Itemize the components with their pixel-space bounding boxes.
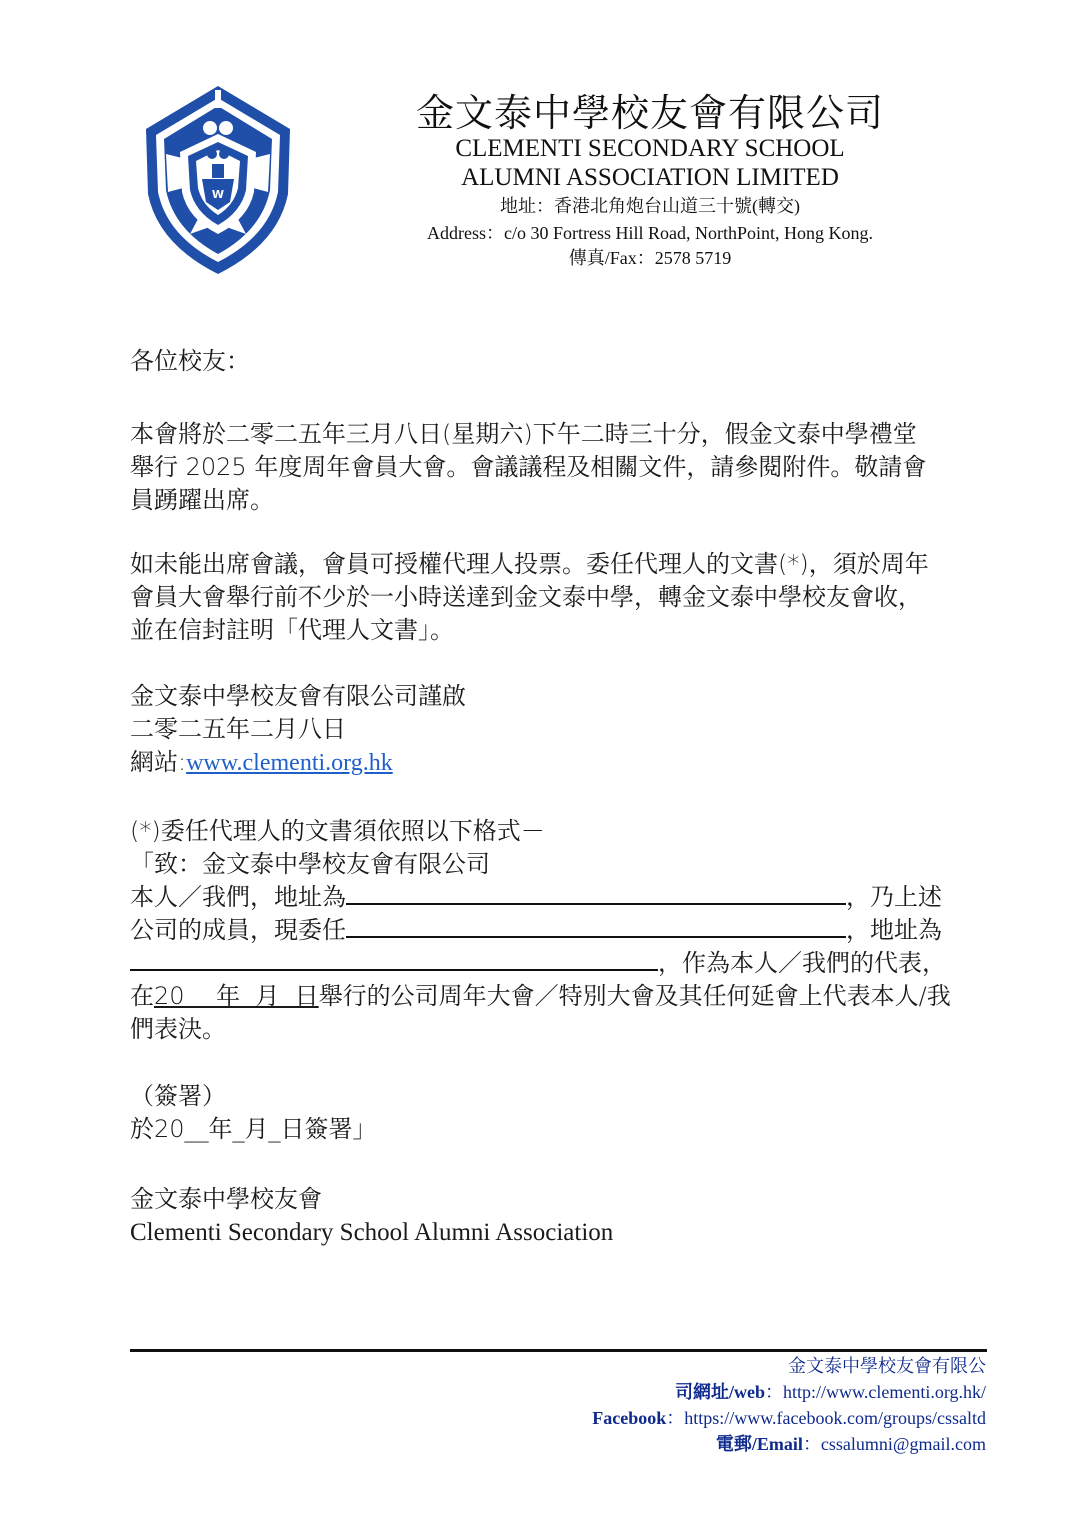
footer-org: 金文泰中學校友會有限公 bbox=[788, 1356, 986, 1376]
text-line: 如未能出席會議，會員可授權代理人投票。委任代理人的文書(*)，須於周年 bbox=[130, 550, 929, 578]
closing-block bbox=[130, 1183, 990, 1249]
footer-facebook: Facebook：https://www.facebook.com/groups/cssaltd bbox=[592, 1408, 986, 1428]
text-line: 並在信封註明「代理人文書」。 bbox=[130, 616, 454, 644]
meeting-date-blank: 20 年 月 日 bbox=[154, 982, 319, 1010]
proxy-form-to: 「致：金文泰中學校友會有限公司 bbox=[130, 850, 490, 878]
proxy-form-line2: 公司的成員，現委任 ，地址為 bbox=[130, 916, 942, 944]
svg-text:W: W bbox=[211, 188, 225, 201]
address-en: Address：c/o 30 Fortress Hill Road, NorthPoint, Hong Kong. bbox=[427, 223, 873, 243]
proxy-form-intro: (*)委任代理人的文書須依照以下格式－ bbox=[130, 817, 545, 845]
address-cn: 地址：香港北角炮台山道三十號(轉交) bbox=[500, 196, 800, 216]
shield-crest-icon bbox=[138, 84, 298, 276]
school-crest-logo bbox=[138, 84, 298, 276]
text-line: 舉行 2025 年度周年會員大會。會議議程及相關文件，請參閱附件。敬請會 bbox=[130, 453, 927, 481]
website-label: 網站: bbox=[130, 748, 187, 776]
footer-web-link[interactable]: ：http://www.clementi.org.hk/ bbox=[765, 1382, 986, 1402]
signature-block bbox=[130, 1080, 990, 1146]
fax-number: 傳真/Fax：2578 5719 bbox=[568, 248, 732, 268]
proxy-form-line5: 們表決。 bbox=[130, 1015, 226, 1043]
footer-web: 司網址/web：http://www.clementi.org.hk/ bbox=[675, 1382, 986, 1402]
letter-date: 二零二五年二月八日 bbox=[130, 715, 346, 743]
website-link[interactable]: www.clementi.org.hk bbox=[186, 750, 393, 776]
member-address-blank bbox=[346, 881, 846, 905]
text-line: 本會將於二零二五年三月八日(星期六)下午二時三十分，假金文泰中學禮堂 bbox=[130, 420, 917, 448]
footer-email: 電郵/Email：cssalumni@gmail.com bbox=[715, 1434, 986, 1454]
text-line: 員踴躍出席。 bbox=[130, 486, 274, 514]
org-title-cn: 金文泰中學校友會有限公司 bbox=[415, 93, 884, 135]
proxy-form-line3: ，作為本人／我們的代表， bbox=[130, 947, 990, 980]
proxy-name-blank bbox=[346, 914, 846, 938]
proxy-form-line1: 本人／我們，地址為 ，乃上述 bbox=[130, 883, 942, 911]
signature-label: （簽署） bbox=[130, 1082, 226, 1110]
footer-facebook-link[interactable]: ：https://www.facebook.com/groups/cssaltd bbox=[666, 1408, 986, 1428]
sign-off: 金文泰中學校友會有限公司謹啟 bbox=[130, 682, 466, 710]
text-line: 會員大會舉行前不少於一小時送達到金文泰中學，轉金文泰中學校友會收， bbox=[130, 583, 922, 611]
website-line bbox=[130, 746, 990, 779]
org-title-en-line2: ALUMNI ASSOCIATION LIMITED bbox=[461, 164, 839, 191]
closing-org-cn: 金文泰中學校友會 bbox=[130, 1185, 322, 1213]
footer-email-link[interactable]: ：cssalumni@gmail.com bbox=[802, 1434, 986, 1454]
org-title-en-line1: CLEMENTI SECONDARY SCHOOL bbox=[455, 135, 845, 162]
proxy-address-blank bbox=[130, 947, 658, 971]
signed-on-date: 於20__年_月_日簽署」 bbox=[130, 1115, 377, 1143]
salutation: 各位校友： bbox=[130, 347, 250, 375]
proxy-form-template bbox=[130, 815, 990, 1046]
footer-divider bbox=[130, 1349, 987, 1352]
paragraph-meeting-notice bbox=[130, 418, 990, 517]
sign-off-block bbox=[130, 680, 990, 779]
proxy-form-line4: 在20 年 月 日舉行的公司周年大會／特別大會及其任何延會上代表本人/我 bbox=[130, 982, 951, 1010]
closing-org-en: Clementi Secondary School Alumni Association bbox=[130, 1219, 614, 1246]
paragraph-proxy-notice bbox=[130, 548, 990, 647]
